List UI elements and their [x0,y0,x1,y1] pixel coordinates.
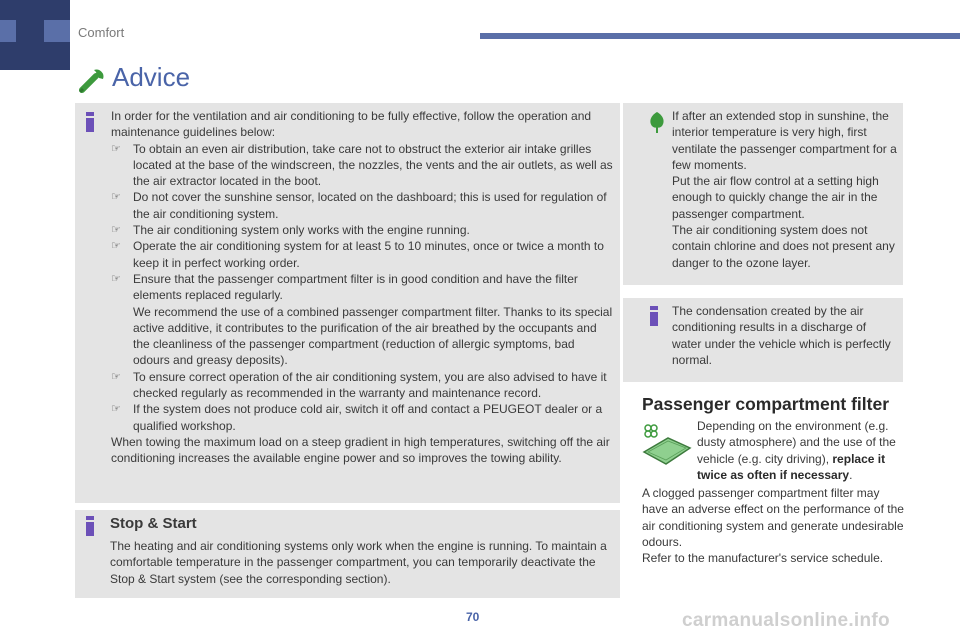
filter-bullet-text: Ensure that the passenger compartment filter is in good condition and have the filter elements replaced regularly. [133,271,578,303]
header-corner-notch [0,20,16,42]
bullet-text: If the system does not produce cold air, switch it off and contact a PEUGEOT dealer or a qualified workshop. [133,402,603,433]
bullet-text: To obtain an even air distribution, take care not to obstruct the exterior air intake grilles located at the base of the windscreen, the nozzles, the vents and the air outlets, as well as the air extractor located in the boot. [133,141,613,189]
bullet-text: The air conditioning system only works with the engine running. [133,223,470,238]
section-label: Comfort [78,25,125,40]
bullet-text: To ensure correct operation of the air conditioning system, you are also advised to have it checked regularly as recommended in the warranty and maintenance record. [133,369,607,401]
header-rule [480,33,960,39]
filter-text-part: Depending on the environment (e.g. dusty atmosphere) and the use of the vehicle (e.g. city driving), [697,419,896,466]
bullet-marker: ☞ [111,224,121,237]
page-number: 70 [466,610,480,624]
sunshine-paragraph: The air conditioning system does not contain chlorine and does not present any danger to the ozone layer. [672,223,895,270]
sunshine-paragraph: If after an extended stop in sunshine, the interior temperature is very high, first ventilate the passenger compartment for a few moments. [672,109,897,172]
stop-start-title: Stop & Start [110,515,197,532]
sunshine-text [672,108,898,271]
bullet-marker: ☞ [111,191,121,204]
combined-filter-note: We recommend the use of a combined passenger compartment filter. Thanks to its special active additive, it contributes to the purification of the air breathed by the occupants and the cleanliness of the passenger compartment (reduction of allergic symptoms, bad odours and greasy deposits). [133,304,613,368]
list-item [111,222,613,238]
list-item [111,141,613,190]
info-icon [650,306,658,322]
list-item [111,401,613,434]
watermark: carmanualsonline.info [682,610,890,631]
header-corner-notch [44,20,70,42]
filter-icon [642,422,692,466]
bullet-text: Operate the air conditioning system for at least 5 to 10 minutes, once or twice a month to keep it in perfect working order. [133,239,604,270]
bullet-marker: ☞ [111,403,121,416]
bullet-marker: ☞ [111,142,121,155]
list-item [111,271,613,369]
wrench-icon [76,64,108,96]
info-icon [86,112,94,128]
bullet-marker: ☞ [111,370,121,383]
sunshine-paragraph: Put the air flow control at a setting high enough to quickly change the air in the passenger compartment. [672,174,879,221]
filter-section-title: Passenger compartment filter [642,394,890,414]
clogged-filter-text [642,485,904,566]
advice-text [111,108,613,467]
filter-text [697,418,907,483]
filter-text-emphasis: replace it twice as often if necessary [697,451,886,482]
bullet-text: Do not cover the sunshine sensor, located on the dashboard; this is used for regulation of the air conditioning system. [133,190,607,221]
service-paragraph: Refer to the manufacturer's service schedule. [642,551,884,566]
list-item [111,369,613,402]
clogged-paragraph: A clogged passenger compartment filter may have an adverse effect on the performance of the air conditioning system and generate undesirable odours. [642,486,904,549]
advice-intro: In order for the ventilation and air conditioning to be fully effective, follow the operation and maintenance guidelines below: [111,109,592,140]
page-title: Advice [112,62,191,92]
stop-start-text: The heating and air conditioning systems only work when the engine is running. To maintain a comfortable temperature in the passenger compartment, you can temporarily deactivate the Stop & Start system (see the corresponding section). [110,539,607,586]
leaf-icon [647,110,667,134]
filter-text-part: . [849,467,853,482]
bullet-marker: ☞ [111,272,121,285]
info-icon [86,516,94,532]
condensation-text: The condensation created by the air conditioning results in a discharge of water under the vehicle which is perfectly normal. [672,304,891,367]
list-item [111,238,613,271]
bullet-text [133,271,613,369]
list-item [111,189,613,222]
bullet-marker: ☞ [111,240,121,253]
towing-note: When towing the maximum load on a steep gradient in high temperatures, switching off the air conditioning increases the available engine power and so improves the towing ability. [111,434,610,466]
